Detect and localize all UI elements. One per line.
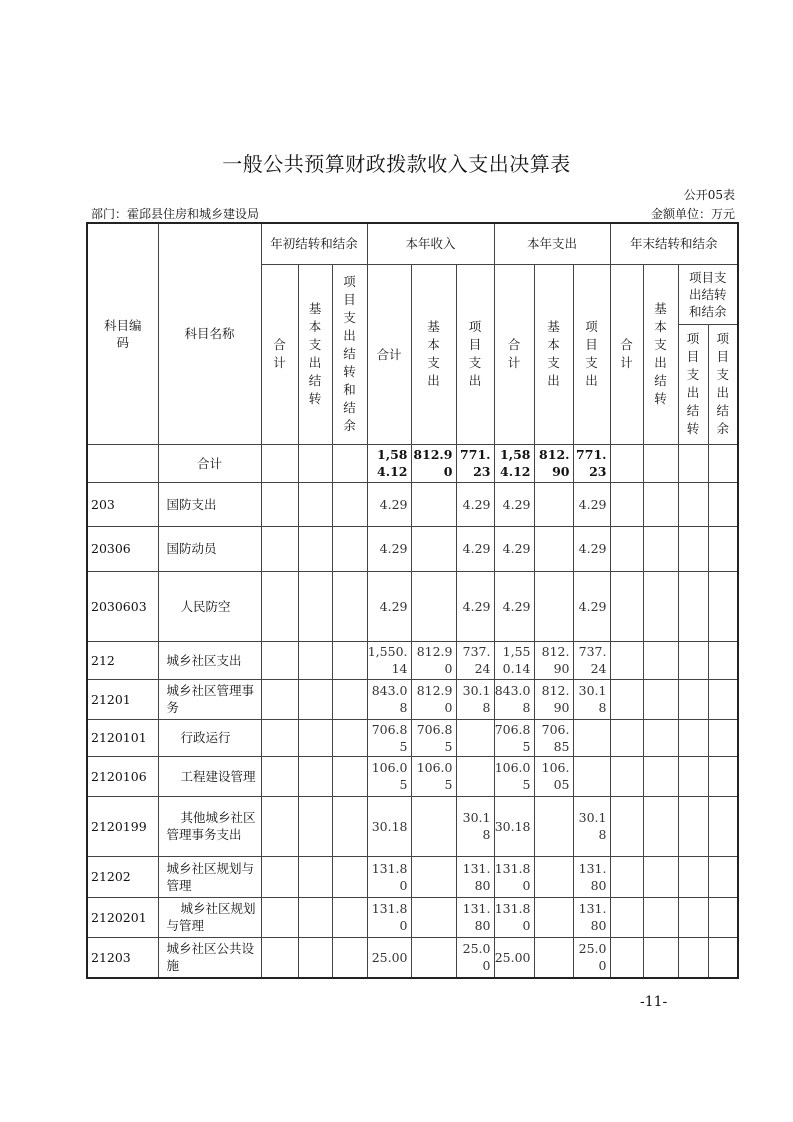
cell-end-project-carry (678, 526, 708, 571)
table-row (87, 482, 738, 526)
table-row (87, 856, 738, 897)
cell-expense-total: 30.18 (494, 796, 534, 856)
cell-end-project-carry (678, 897, 708, 937)
cell-begin-total (261, 571, 298, 641)
cell-expense-basic (534, 571, 573, 641)
table-row (87, 641, 738, 679)
cell-expense-project: 771.23 (573, 444, 610, 482)
cell-begin-project (332, 856, 367, 897)
cell-code: 2030603 (87, 571, 158, 641)
cell-income-total: 1,550.14 (367, 641, 411, 679)
cell-code: 21201 (87, 679, 158, 719)
cell-begin-project (332, 482, 367, 526)
cell-expense-total: 4.29 (494, 482, 534, 526)
header-expense-group: 本年支出 (494, 223, 610, 264)
cell-begin-total (261, 526, 298, 571)
cell-begin-total (261, 937, 298, 978)
header-income-project: 项目支出 (468, 319, 482, 388)
cell-income-total: 131.80 (367, 897, 411, 937)
table-row (87, 679, 738, 719)
cell-end-project-carry (678, 679, 708, 719)
cell-income-basic: 812.90 (411, 641, 456, 679)
cell-begin-total (261, 679, 298, 719)
cell-end-total (610, 679, 643, 719)
cell-expense-total: 131.80 (494, 897, 534, 937)
cell-begin-total (261, 641, 298, 679)
cell-end-basic (643, 482, 678, 526)
cell-end-project-surplus (708, 719, 738, 756)
cell-begin-project (332, 897, 367, 937)
cell-expense-total: 706.85 (494, 719, 534, 756)
cell-end-project-carry (678, 444, 708, 482)
cell-end-project-surplus (708, 482, 738, 526)
table-row-total (87, 444, 738, 482)
cell-expense-project: 131.80 (573, 897, 610, 937)
cell-income-total: 4.29 (367, 526, 411, 571)
cell-expense-project: 25.00 (573, 937, 610, 978)
cell-end-total (610, 719, 643, 756)
cell-expense-project (573, 719, 610, 756)
cell-expense-basic (534, 482, 573, 526)
cell-begin-project (332, 679, 367, 719)
cell-income-project: 4.29 (456, 482, 494, 526)
cell-end-project-surplus (708, 756, 738, 796)
cell-expense-basic (534, 796, 573, 856)
cell-end-basic (643, 571, 678, 641)
cell-begin-basic (298, 937, 332, 978)
cell-expense-project: 4.29 (573, 571, 610, 641)
header-begin-group: 年初结转和结余 (261, 223, 367, 264)
cell-code: 2120199 (87, 796, 158, 856)
cell-income-total: 25.00 (367, 937, 411, 978)
cell-end-project-surplus (708, 897, 738, 937)
cell-code: 203 (87, 482, 158, 526)
header-end-project-surplus: 项目支出结余 (716, 331, 729, 436)
cell-end-project-carry (678, 482, 708, 526)
cell-name: 城乡社区规划与管理 (158, 897, 261, 937)
table-row (87, 526, 738, 571)
cell-name: 国防支出 (158, 482, 261, 526)
page-number: -11- (640, 994, 668, 1010)
cell-name: 城乡社区规划与管理 (158, 856, 261, 897)
cell-income-project: 30.18 (456, 679, 494, 719)
cell-begin-project (332, 526, 367, 571)
cell-end-project-carry (678, 719, 708, 756)
cell-begin-project (332, 444, 367, 482)
cell-end-project-surplus (708, 679, 738, 719)
cell-name: 人民防空 (158, 571, 261, 641)
page-title: 一般公共预算财政拨款收入支出决算表 (222, 152, 571, 176)
cell-expense-basic (534, 856, 573, 897)
cell-end-project-surplus (708, 444, 738, 482)
header-begin-project: 项目支出结转和结余 (343, 274, 356, 433)
cell-income-basic: 106.05 (411, 756, 456, 796)
cell-end-project-surplus (708, 856, 738, 897)
cell-income-project: 25.00 (456, 937, 494, 978)
cell-begin-basic (298, 719, 332, 756)
cell-expense-project: 30.18 (573, 796, 610, 856)
cell-end-basic (643, 937, 678, 978)
cell-expense-project: 131.80 (573, 856, 610, 897)
cell-end-project-surplus (708, 937, 738, 978)
cell-income-total: 131.80 (367, 856, 411, 897)
header-end-group: 年末结转和结余 (610, 223, 738, 264)
cell-income-project (456, 756, 494, 796)
cell-income-total: 4.29 (367, 571, 411, 641)
cell-begin-project (332, 796, 367, 856)
cell-income-project: 131.80 (456, 856, 494, 897)
cell-income-total: 4.29 (367, 482, 411, 526)
cell-code: 2120201 (87, 897, 158, 937)
cell-begin-basic (298, 756, 332, 796)
cell-income-basic (411, 796, 456, 856)
header-income-total: 合计 (367, 264, 411, 444)
cell-begin-project (332, 571, 367, 641)
header-end-basic: 基本支出结转 (654, 301, 667, 406)
cell-begin-total (261, 756, 298, 796)
cell-expense-basic (534, 897, 573, 937)
cell-end-basic (643, 856, 678, 897)
cell-begin-basic (298, 897, 332, 937)
cell-expense-basic: 706.85 (534, 719, 573, 756)
cell-begin-total (261, 897, 298, 937)
department-label: 部门：霍邱县住房和城乡建设局 (91, 207, 260, 221)
table-row (87, 796, 738, 856)
cell-income-basic (411, 856, 456, 897)
cell-end-total (610, 641, 643, 679)
cell-end-project-carry (678, 641, 708, 679)
cell-end-project-surplus (708, 796, 738, 856)
cell-begin-basic (298, 679, 332, 719)
cell-end-total (610, 482, 643, 526)
cell-income-project: 131.80 (456, 897, 494, 937)
form-number: 公开05表 (683, 188, 735, 202)
cell-end-project-surplus (708, 526, 738, 571)
cell-begin-total (261, 796, 298, 856)
cell-begin-total (261, 482, 298, 526)
cell-end-basic (643, 444, 678, 482)
header-begin-basic: 基本支出结转 (308, 301, 322, 406)
cell-income-basic (411, 482, 456, 526)
cell-end-project-surplus (708, 641, 738, 679)
cell-income-basic (411, 571, 456, 641)
cell-end-basic (643, 897, 678, 937)
header-code: 科目编码 (87, 223, 158, 444)
table-row (87, 897, 738, 937)
cell-income-total: 1,584.12 (367, 444, 411, 482)
cell-begin-basic (298, 444, 332, 482)
cell-begin-project (332, 719, 367, 756)
cell-begin-basic (298, 526, 332, 571)
cell-code: 2120106 (87, 756, 158, 796)
cell-name: 行政运行 (158, 719, 261, 756)
cell-end-total (610, 897, 643, 937)
cell-expense-total: 1,550.14 (494, 641, 534, 679)
cell-name: 国防动员 (158, 526, 261, 571)
cell-name: 城乡社区公共设施 (158, 937, 261, 978)
cell-expense-project: 737.24 (573, 641, 610, 679)
cell-begin-project (332, 641, 367, 679)
cell-end-project-carry (678, 756, 708, 796)
cell-end-total (610, 856, 643, 897)
cell-income-project (456, 719, 494, 756)
cell-code: 21202 (87, 856, 158, 897)
cell-expense-basic (534, 937, 573, 978)
cell-end-total (610, 444, 643, 482)
cell-end-project-carry (678, 937, 708, 978)
table-row (87, 756, 738, 796)
cell-expense-total: 131.80 (494, 856, 534, 897)
cell-expense-basic (534, 526, 573, 571)
cell-expense-basic: 812.90 (534, 679, 573, 719)
header-income-group: 本年收入 (367, 223, 494, 264)
cell-income-total: 30.18 (367, 796, 411, 856)
header-end-project-group: 项目支出结转和结余 (678, 264, 738, 324)
cell-end-project-surplus (708, 571, 738, 641)
header-begin-total: 合计 (273, 337, 286, 370)
cell-expense-project: 4.29 (573, 482, 610, 526)
cell-expense-project (573, 756, 610, 796)
cell-name: 城乡社区管理事务 (158, 679, 261, 719)
header-expense-total: 合计 (507, 337, 521, 370)
cell-income-total: 106.05 (367, 756, 411, 796)
cell-code: 20306 (87, 526, 158, 571)
cell-begin-basic (298, 641, 332, 679)
cell-expense-total: 106.05 (494, 756, 534, 796)
cell-income-basic (411, 937, 456, 978)
cell-end-basic (643, 756, 678, 796)
cell-income-total: 843.08 (367, 679, 411, 719)
header-end-total: 合计 (620, 337, 633, 370)
cell-name: 工程建设管理 (158, 756, 261, 796)
table-row (87, 571, 738, 641)
cell-income-project: 4.29 (456, 526, 494, 571)
cell-name: 合计 (158, 444, 261, 482)
header-expense-project: 项目支出 (585, 319, 598, 388)
cell-begin-basic (298, 571, 332, 641)
cell-expense-total: 4.29 (494, 571, 534, 641)
cell-expense-total: 843.08 (494, 679, 534, 719)
cell-income-project: 4.29 (456, 571, 494, 641)
budget-table (86, 222, 739, 979)
unit-label: 金额单位：万元 (650, 207, 735, 221)
cell-income-project: 771.23 (456, 444, 494, 482)
cell-code: 2120101 (87, 719, 158, 756)
cell-expense-basic: 812.90 (534, 641, 573, 679)
cell-code: 21203 (87, 937, 158, 978)
cell-income-total: 706.85 (367, 719, 411, 756)
table-row (87, 937, 738, 978)
cell-end-total (610, 937, 643, 978)
cell-name: 城乡社区支出 (158, 641, 261, 679)
cell-end-total (610, 756, 643, 796)
cell-begin-total (261, 719, 298, 756)
cell-income-project: 30.18 (456, 796, 494, 856)
cell-expense-total: 25.00 (494, 937, 534, 978)
cell-end-total (610, 796, 643, 856)
cell-expense-total: 1,584.12 (494, 444, 534, 482)
cell-expense-basic: 812.90 (534, 444, 573, 482)
cell-income-project: 737.24 (456, 641, 494, 679)
cell-begin-total (261, 444, 298, 482)
header-income-basic: 基本支出 (427, 319, 440, 388)
header-name: 科目名称 (158, 223, 261, 444)
cell-end-basic (643, 641, 678, 679)
cell-begin-project (332, 756, 367, 796)
cell-code: 212 (87, 641, 158, 679)
cell-begin-basic (298, 856, 332, 897)
cell-code (87, 444, 158, 482)
cell-income-basic (411, 897, 456, 937)
cell-income-basic: 812.90 (411, 679, 456, 719)
cell-expense-project: 4.29 (573, 526, 610, 571)
cell-end-total (610, 571, 643, 641)
cell-income-basic (411, 526, 456, 571)
cell-expense-basic: 106.05 (534, 756, 573, 796)
table-body (87, 444, 738, 978)
cell-name: 其他城乡社区管理事务支出 (158, 796, 261, 856)
cell-end-basic (643, 526, 678, 571)
cell-begin-basic (298, 482, 332, 526)
cell-end-basic (643, 796, 678, 856)
cell-end-project-carry (678, 856, 708, 897)
header-expense-basic: 基本支出 (547, 319, 560, 388)
cell-income-basic: 812.90 (411, 444, 456, 482)
cell-begin-total (261, 856, 298, 897)
cell-end-total (610, 526, 643, 571)
header-end-project-carry: 项目支出结转 (686, 331, 700, 436)
cell-end-basic (643, 719, 678, 756)
cell-end-basic (643, 679, 678, 719)
cell-expense-project: 30.18 (573, 679, 610, 719)
cell-begin-basic (298, 796, 332, 856)
cell-expense-total: 4.29 (494, 526, 534, 571)
cell-end-project-carry (678, 571, 708, 641)
cell-begin-project (332, 937, 367, 978)
table-row (87, 719, 738, 756)
cell-income-basic: 706.85 (411, 719, 456, 756)
cell-end-project-carry (678, 796, 708, 856)
